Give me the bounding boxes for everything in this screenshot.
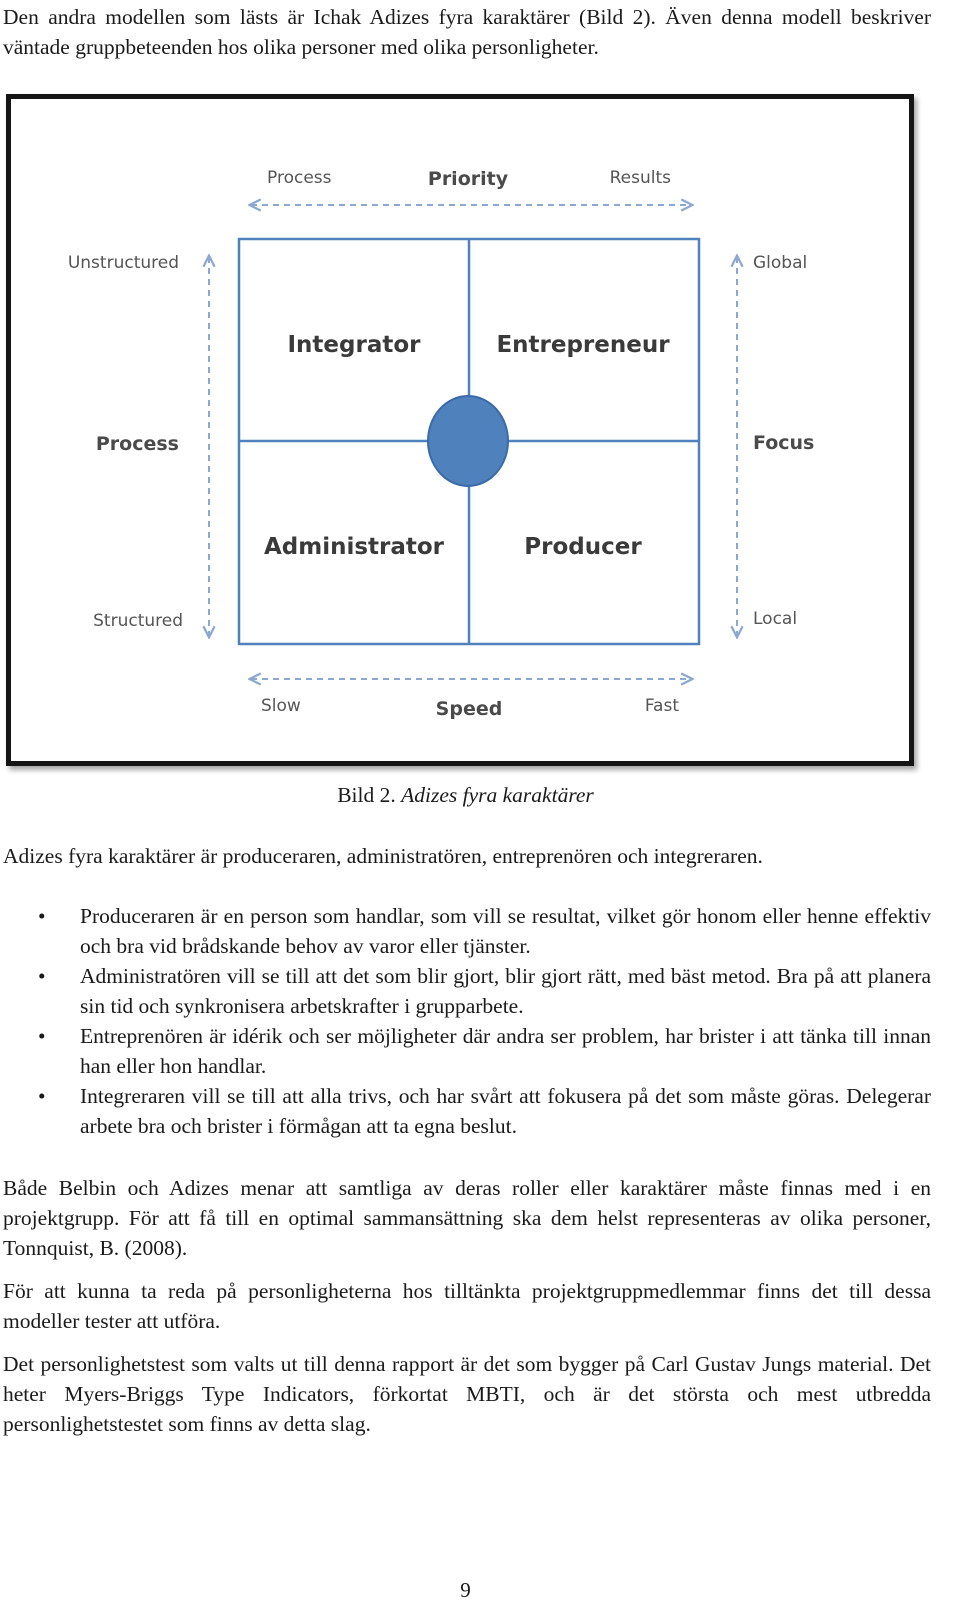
right-axis-center-label: Focus	[753, 432, 815, 454]
bullet-icon: •	[38, 964, 46, 988]
list-item-text: Entreprenören är idérik och ser möjligheter där andra ser problem, har brister i att tänka till innan han eller hon handlar.	[80, 1024, 931, 1078]
right-axis-bottom-label: Local	[753, 609, 798, 629]
tests-paragraph: För att kunna ta reda på personligheterna hos tilltänkta projektgruppmedlemmar finns det till dessa modeller tester att utföra.	[3, 1279, 931, 1333]
mbti-paragraph: Det personlighetstest som valts ut till denna rapport är det som bygger på Carl Gustav Jungs material. Det heter Myers-Briggs Type Indicators, förkortat MBTI, och är det största och mest utbredda personlighetstestet som finns av detta slag.	[3, 1352, 931, 1436]
quadrant-producer: Producer	[524, 534, 642, 560]
intro-paragraph: Den andra modellen som lästs är Ichak Adizes fyra karaktärer (Bild 2). Även denna modell beskriver väntade gruppbeteenden hos olika personer med olika personligheter.	[3, 5, 931, 59]
bottom-axis-left-label: Slow	[261, 696, 301, 716]
bullet-icon: •	[38, 904, 46, 928]
center-circle	[428, 396, 508, 486]
top-axis-right-label: Results	[609, 168, 671, 188]
caption-title: Adizes fyra karaktärer	[401, 783, 594, 807]
list-item	[0, 901, 931, 961]
left-axis-bottom-label: Structured	[93, 611, 183, 631]
caption-prefix: Bild 2.	[337, 783, 396, 807]
page-number: 9	[460, 1578, 471, 1602]
top-axis-center-label: Priority	[427, 168, 509, 190]
belbin-paragraph: Både Belbin och Adizes menar att samtliga av deras roller eller karaktärer måste finnas med i en projektgrupp. För att få till en optimal sammansättning ska dem helst representeras av olika personer, Tonnquist, B. (2008).	[3, 1176, 931, 1260]
list-item-text: Integreraren vill se till att alla trivs, och har svårt att fokusera på det som måste göras. Delegerar arbete bra och brister i förmågan att ta egna beslut.	[80, 1084, 931, 1138]
bottom-axis-right-label: Fast	[644, 696, 679, 716]
left-axis-center-label: Process	[95, 433, 179, 455]
bottom-axis-center-label: Speed	[435, 698, 503, 720]
list-item-text: Administratören vill se till att det som blir gjort, blir gjort rätt, med bäst metod. Bra på att planera sin tid och synkronisera arbetskrafter i grupparbete.	[80, 964, 931, 1018]
list-item	[0, 1081, 931, 1141]
list-item	[0, 1021, 931, 1081]
adizes-figure	[6, 94, 914, 766]
quadrant-integrator: Integrator	[287, 332, 421, 358]
adizes-diagram	[11, 99, 909, 761]
right-axis-top-label: Global	[753, 253, 808, 273]
top-axis-left-label: Process	[267, 168, 332, 188]
list-item	[0, 961, 931, 1021]
character-list	[0, 901, 931, 1141]
list-item-text: Produceraren är en person som handlar, som vill se resultat, vilket gör honom eller henne effektiv och bra vid brådskande behov av varor eller tjänster.	[80, 904, 931, 958]
quadrant-administrator: Administrator	[263, 534, 445, 560]
figure-caption	[0, 780, 931, 810]
summary-paragraph: Adizes fyra karaktärer är produceraren, administratören, entreprenören och integreraren.	[3, 844, 763, 868]
bullet-icon: •	[38, 1084, 46, 1108]
bullet-icon: •	[38, 1024, 46, 1048]
left-axis-top-label: Unstructured	[67, 253, 179, 273]
quadrant-entrepreneur: Entrepreneur	[496, 332, 670, 358]
